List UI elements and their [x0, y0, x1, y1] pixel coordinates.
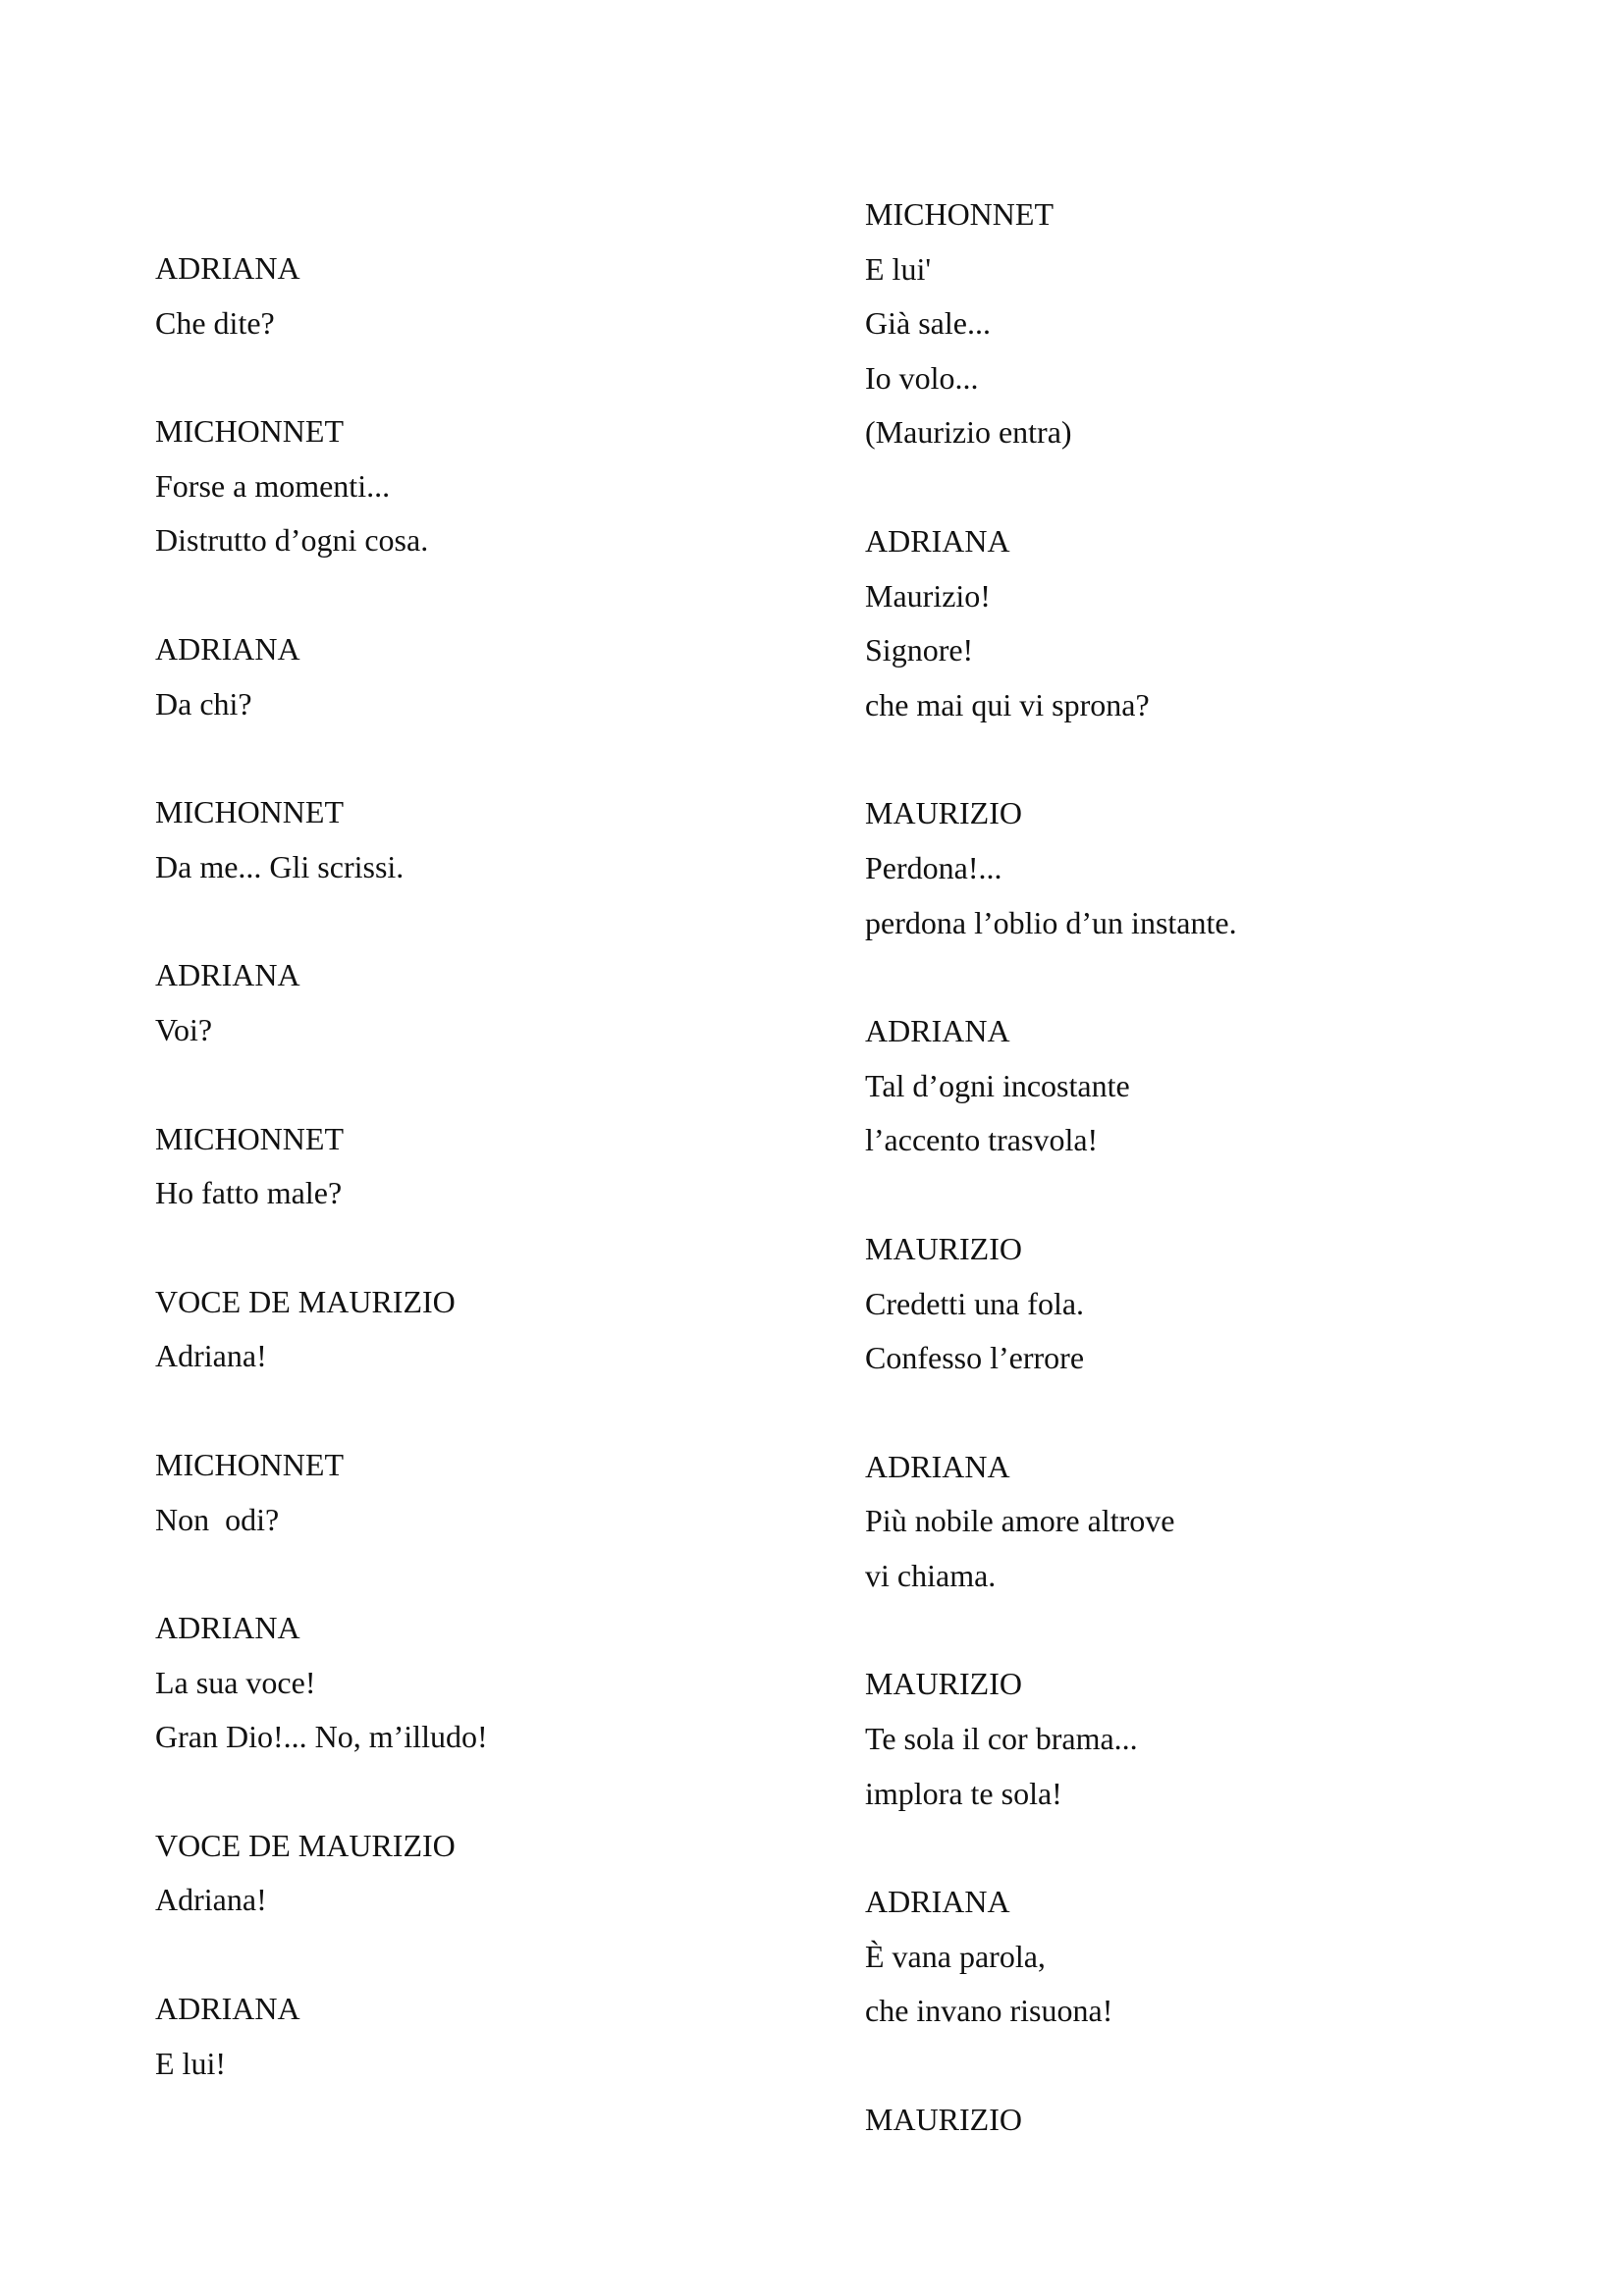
dialogue-block [155, 1601, 842, 1765]
dialogue-line: Gran Dio!... No, m’illudo! [155, 1719, 488, 1755]
dialogue-line: Da me... Gli scrissi. [155, 848, 405, 884]
speaker-name: MICHONNET [865, 196, 1054, 232]
dialogue-line: Ho fatto male? [155, 1175, 343, 1211]
dialogue-block [155, 948, 842, 1057]
speaker-name: ADRIANA [155, 957, 300, 993]
speaker-name: MICHONNET [155, 1120, 344, 1156]
dialogue-block [865, 514, 1552, 732]
dialogue-block [155, 241, 842, 350]
dialogue-block [155, 404, 842, 568]
dialogue-line: Maurizio! [865, 577, 991, 614]
left-column [155, 241, 842, 2145]
dialogue-block [155, 1112, 842, 1221]
dialogue-line: Voi? [155, 1011, 213, 1047]
dialogue-block [865, 187, 1552, 460]
dialogue-block [865, 1222, 1552, 1386]
dialogue-block [155, 622, 842, 731]
dialogue-line: che invano risuona! [865, 1993, 1113, 2029]
speaker-name: ADRIANA [155, 250, 300, 286]
dialogue-line: È vana parola, [865, 1938, 1046, 1974]
dialogue-block [865, 2093, 1552, 2148]
dialogue-line: Te sola il cor brama... [865, 1721, 1138, 1757]
speaker-name: MAURIZIO [865, 2102, 1022, 2138]
dialogue-block [155, 1275, 842, 1384]
dialogue-line: Signore! [865, 632, 974, 668]
speaker-name: ADRIANA [865, 522, 1010, 559]
dialogue-line: Adriana! [155, 1882, 267, 1918]
dialogue-line: Distrutto d’ogni cosa. [155, 522, 429, 559]
dialogue-line: E lui! [155, 2045, 226, 2081]
dialogue-line: che mai qui vi sprona? [865, 686, 1150, 722]
speaker-name: MAURIZIO [865, 1666, 1022, 1702]
dialogue-block [155, 1819, 842, 1928]
dialogue-block [865, 1875, 1552, 2039]
dialogue-line: E lui' [865, 250, 932, 287]
dialogue-line: vi chiama. [865, 1557, 997, 1593]
dialogue-block [865, 1657, 1552, 1821]
dialogue-line: Che dite? [155, 304, 275, 341]
dialogue-block [155, 1438, 842, 1547]
speaker-name: MICHONNET [155, 1446, 344, 1482]
speaker-name: ADRIANA [155, 630, 300, 667]
dialogue-line: Non odi? [155, 1501, 280, 1537]
dialogue-line: Perdona!... [865, 849, 1002, 885]
dialogue-block [865, 1440, 1552, 1604]
dialogue-line: Confesso l’errore [865, 1340, 1085, 1376]
dialogue-line: Io volo... [865, 359, 979, 396]
dialogue-line: Da chi? [155, 685, 252, 721]
speaker-name: ADRIANA [865, 1884, 1010, 1920]
dialogue-line: perdona l’oblio d’un instante. [865, 904, 1237, 940]
speaker-name: VOCE DE MAURIZIO [155, 1283, 456, 1319]
dialogue-line: (Maurizio entra) [865, 414, 1072, 451]
dialogue-block [865, 786, 1552, 950]
dialogue-block [865, 1004, 1552, 1168]
dialogue-line: Tal d’ogni incostante [865, 1067, 1130, 1103]
speaker-name: ADRIANA [865, 1448, 1010, 1484]
speaker-name: ADRIANA [865, 1013, 1010, 1049]
speaker-name: ADRIANA [155, 1610, 300, 1646]
speaker-name: MICHONNET [155, 794, 344, 830]
dialogue-block [155, 785, 842, 894]
dialogue-line: Già sale... [865, 305, 991, 342]
dialogue-line: Più nobile amore altrove [865, 1503, 1175, 1539]
speaker-name: MICHONNET [155, 413, 344, 450]
speaker-name: VOCE DE MAURIZIO [155, 1827, 456, 1863]
dialogue-block [155, 1982, 842, 2091]
dialogue-line: implora te sola! [865, 1775, 1062, 1811]
dialogue-line: La sua voce! [155, 1664, 316, 1700]
speaker-name: MAURIZIO [865, 1230, 1022, 1266]
dialogue-line: Forse a momenti... [155, 467, 391, 504]
speaker-name: MAURIZIO [865, 795, 1022, 831]
dialogue-line: l’accento trasvola! [865, 1122, 1099, 1158]
dialogue-line: Credetti una fola. [865, 1285, 1085, 1321]
right-column [865, 187, 1552, 2202]
speaker-name: ADRIANA [155, 1991, 300, 2027]
dialogue-line: Adriana! [155, 1338, 267, 1374]
